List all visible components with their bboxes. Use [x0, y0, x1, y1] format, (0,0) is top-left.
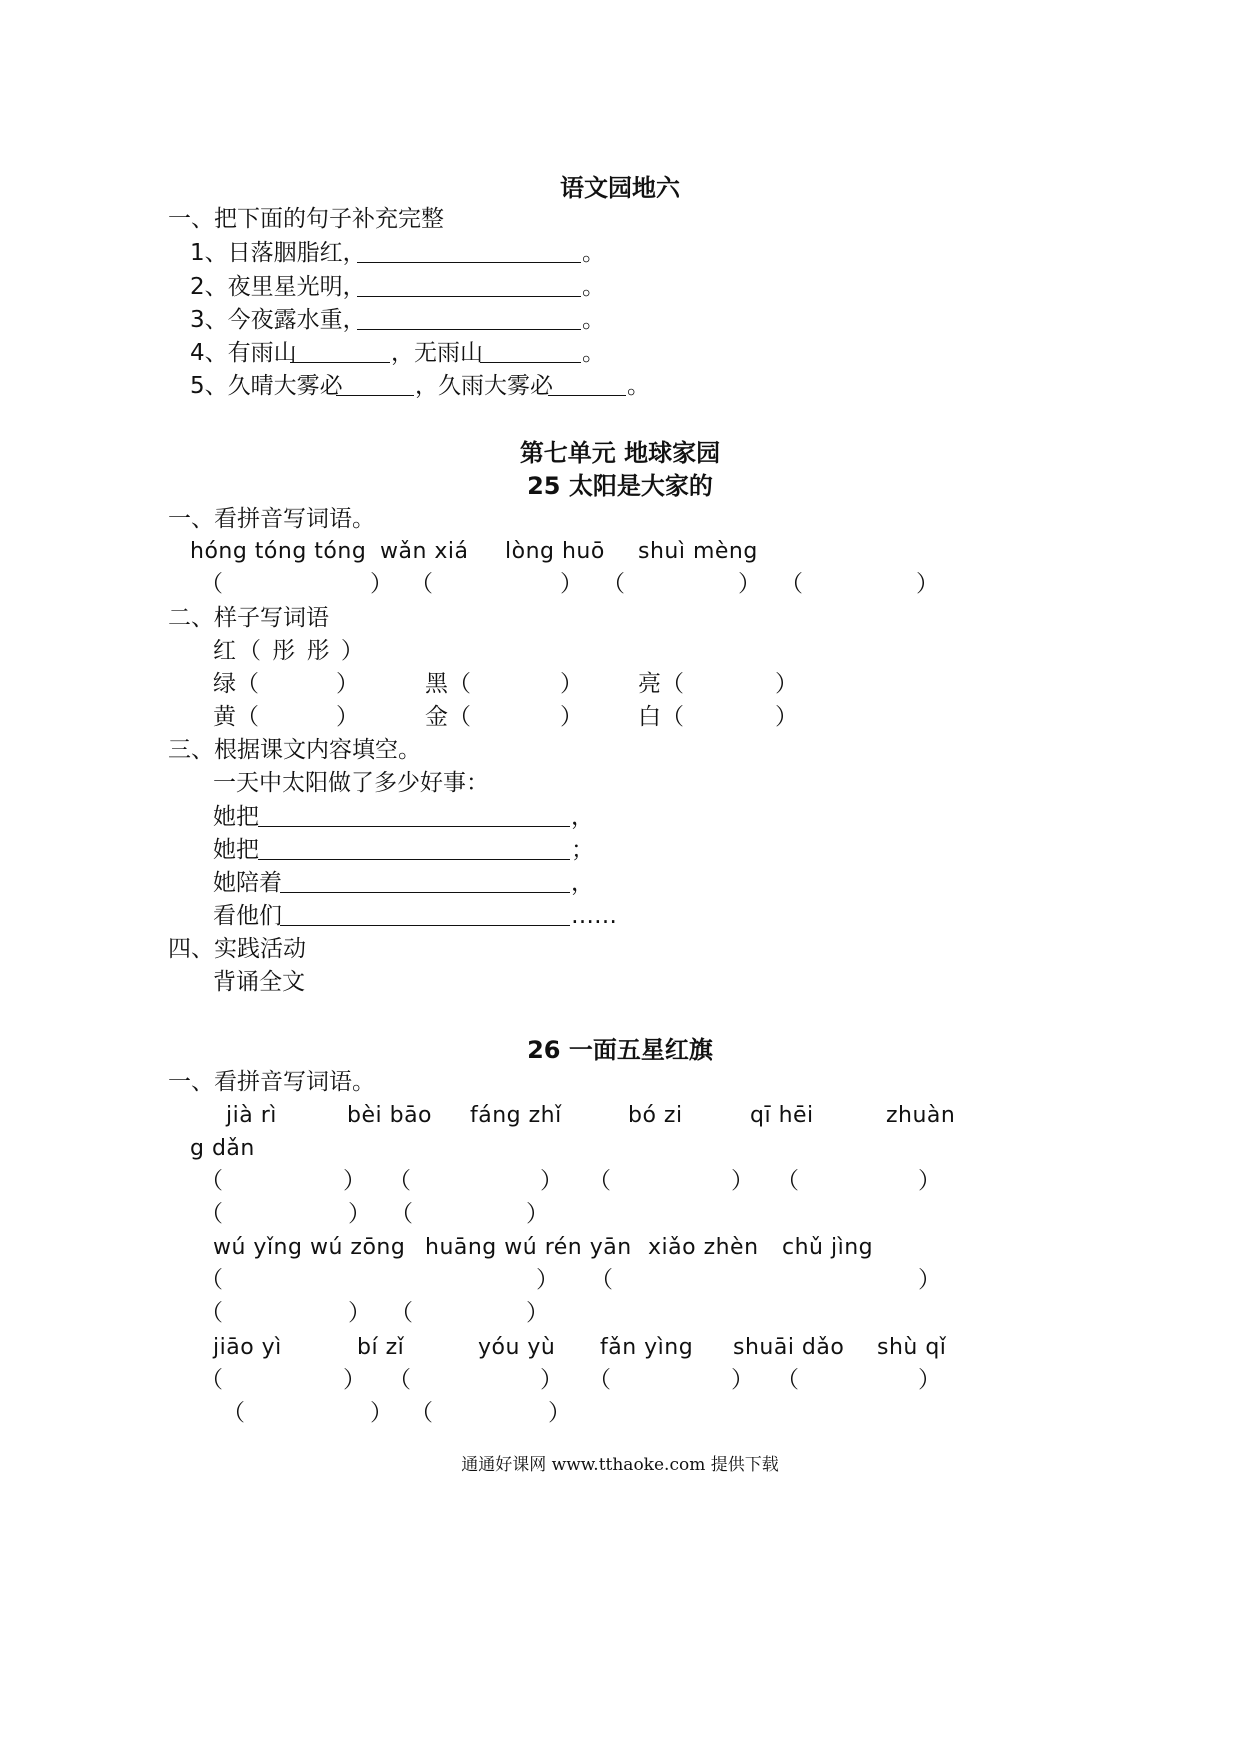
l26-box-close-7: ） [536, 1267, 559, 1293]
answer-blank-3[interactable] [357, 329, 581, 330]
unit-title: 第七单元 地球家园 [519, 439, 721, 467]
answer-blank-5a[interactable] [336, 395, 414, 396]
l26-box-open-7: （ [200, 1267, 223, 1293]
q4-text: 背诵全文 [213, 969, 305, 995]
answer-box-close-4: ） [916, 571, 939, 597]
sentence-item-1: 1、日落胭脂红， [190, 240, 366, 266]
l26-pinyin-1: jià rì [226, 1103, 277, 1128]
l26-box-open-11: （ [200, 1367, 223, 1393]
l26-pinyin3-5: shuāi dǎo [733, 1335, 845, 1360]
l26-box-open-10: （ [390, 1300, 413, 1326]
answer-box-close-1: ） [370, 571, 393, 597]
lesson26-title: 26 一面五星红旗 [527, 1036, 713, 1064]
period-1: 。 [582, 240, 605, 266]
l26-pinyin-2: bèi bāo [347, 1103, 433, 1128]
page-title-garden6: 语文园地六 [560, 174, 680, 202]
l26-pinyin-3: fáng zhǐ [470, 1103, 562, 1128]
l26-box-close-4: ） [918, 1168, 941, 1194]
fill-suffix-3: ， [571, 870, 594, 896]
l26-box-open-13: （ [588, 1367, 611, 1393]
lesson25-q3-heading: 三、根据课文内容填空。 [168, 737, 421, 763]
lesson25-title: 25 太阳是大家的 [527, 472, 713, 500]
l26-box-close-15: ） [370, 1400, 393, 1426]
sentence-item-2: 2、夜里星光明， [190, 274, 366, 300]
fill-blank-3[interactable] [280, 892, 570, 893]
fill-suffix-4: …… [571, 903, 617, 929]
l26-pinyin3-6: shù qǐ [877, 1335, 947, 1360]
answer-blank-4b[interactable] [480, 362, 581, 363]
l26-box-open-8: （ [590, 1267, 613, 1293]
l26-box-close-3: ） [731, 1168, 754, 1194]
l26-box-close-16: ） [548, 1400, 571, 1426]
l26-box-open-5: （ [200, 1201, 223, 1227]
answer-blank-2[interactable] [357, 296, 581, 297]
l26-box-open-1: （ [200, 1168, 223, 1194]
example-word: 红（ 彤 彤 ） [213, 638, 366, 664]
l26-box-close-14: ） [918, 1367, 941, 1393]
l26-pinyin2-2: huāng wú rén yān [425, 1235, 632, 1260]
l26-pinyin3-1: jiāo yì [213, 1335, 282, 1360]
word-yellow-close: ） [336, 704, 359, 730]
l26-box-open-4: （ [776, 1168, 799, 1194]
pinyin-1: hóng tóng tóng [190, 539, 367, 564]
fill-prefix-4: 看他们 [213, 903, 282, 929]
word-bright-close: ） [775, 671, 798, 697]
l26-box-close-10: ） [526, 1300, 549, 1326]
l26-box-close-9: ） [348, 1300, 371, 1326]
pinyin-4: shuì mèng [638, 539, 758, 564]
l26-box-close-1: ） [343, 1168, 366, 1194]
l26-pinyin3-3: yóu yù [478, 1335, 556, 1360]
l26-box-open-3: （ [588, 1168, 611, 1194]
answer-box-open-1: （ [200, 571, 223, 597]
l26-pinyin-4: bó zi [628, 1103, 683, 1128]
answer-box-open-3: （ [602, 571, 625, 597]
fill-blank-1[interactable] [258, 826, 570, 827]
l26-box-close-2: ） [540, 1168, 563, 1194]
l26-box-close-11: ） [343, 1367, 366, 1393]
answer-box-open-4: （ [780, 571, 803, 597]
l26-box-open-9: （ [200, 1300, 223, 1326]
fill-prefix-3: 她陪着 [213, 870, 282, 896]
l26-pinyin2-4: chǔ jìng [782, 1235, 874, 1260]
answer-blank-1[interactable] [357, 262, 581, 263]
l26-box-close-5: ） [348, 1201, 371, 1227]
fill-blank-2[interactable] [258, 859, 570, 860]
sentence-item-5b: ，久雨大雾必 [415, 373, 553, 399]
answer-box-close-2: ） [560, 571, 583, 597]
period-5: 。 [627, 373, 650, 399]
word-white-close: ） [775, 704, 798, 730]
l26-pinyin3-4: fǎn yìng [600, 1335, 694, 1360]
fill-suffix-2: ； [571, 837, 594, 863]
sentence-item-4a: 4、有雨山 [190, 340, 297, 366]
l26-pinyin2-1: wú yǐng wú zōng [213, 1235, 406, 1260]
period-2: 。 [582, 274, 605, 300]
answer-blank-5b[interactable] [548, 395, 626, 396]
page-footer: 通通好课网 www.tthaoke.com 提供下载 [461, 1455, 779, 1475]
l26-pinyin3-2: bí zǐ [357, 1335, 405, 1360]
fill-blank-4[interactable] [280, 925, 570, 926]
answer-blank-4a[interactable] [290, 362, 390, 363]
q3-intro: 一天中太阳做了多少好事： [213, 770, 489, 796]
l26-box-open-16: （ [410, 1400, 433, 1426]
sentence-item-5a: 5、久晴大雾必 [190, 373, 343, 399]
fill-suffix-1: ， [571, 804, 594, 830]
word-gold: 金（ [425, 704, 471, 730]
l26-box-open-6: （ [390, 1201, 413, 1227]
word-gold-close: ） [560, 704, 583, 730]
sentence-item-4b: ，无雨山 [391, 340, 483, 366]
l26-pinyin-5: qī hēi [750, 1103, 814, 1128]
word-green: 绿（ [213, 671, 259, 697]
lesson25-q2-heading: 二、样子写词语 [168, 605, 329, 631]
fill-prefix-1: 她把 [213, 804, 259, 830]
l26-box-open-12: （ [388, 1367, 411, 1393]
l26-box-open-15: （ [222, 1400, 245, 1426]
word-black: 黑（ [425, 671, 471, 697]
word-bright: 亮（ [638, 671, 684, 697]
pinyin-2: wǎn xiá [380, 539, 469, 564]
lesson26-q1-heading: 一、看拼音写词语。 [168, 1069, 375, 1095]
period-3: 。 [582, 307, 605, 333]
l26-box-open-2: （ [388, 1168, 411, 1194]
answer-box-close-3: ） [738, 571, 761, 597]
l26-box-close-6: ） [526, 1201, 549, 1227]
answer-box-open-2: （ [410, 571, 433, 597]
period-4: 。 [582, 340, 605, 366]
word-white: 白（ [638, 704, 684, 730]
sentence-item-3: 3、今夜露水重， [190, 307, 366, 333]
l26-box-open-14: （ [776, 1367, 799, 1393]
l26-pinyin2-3: xiǎo zhèn [648, 1235, 759, 1260]
word-black-close: ） [560, 671, 583, 697]
word-yellow: 黄（ [213, 704, 259, 730]
l26-box-close-13: ） [731, 1367, 754, 1393]
fill-prefix-2: 她把 [213, 837, 259, 863]
word-green-close: ） [336, 671, 359, 697]
section-heading-complete-sentences: 一、把下面的句子补充完整 [168, 206, 444, 232]
lesson25-q1-heading: 一、看拼音写词语。 [168, 506, 375, 532]
l26-pinyin-6-wrap: g dǎn [190, 1136, 255, 1161]
l26-box-close-12: ） [540, 1367, 563, 1393]
l26-pinyin-6: zhuàn [886, 1103, 956, 1128]
l26-box-close-8: ） [918, 1267, 941, 1293]
pinyin-3: lòng huō [505, 539, 605, 564]
lesson25-q4-heading: 四、实践活动 [168, 936, 306, 962]
